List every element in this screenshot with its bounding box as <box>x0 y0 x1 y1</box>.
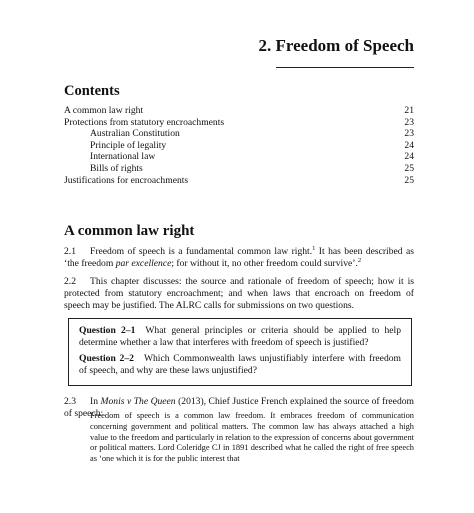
toc-entry-page: 24 <box>404 151 414 163</box>
toc-entry-label: Protections from statutory encroachments <box>64 116 225 128</box>
section-heading: A common law right <box>64 223 195 239</box>
toc-entry-page: 21 <box>404 105 414 116</box>
toc-entry-page: 25 <box>404 162 414 174</box>
toc-subentry[interactable] <box>64 128 414 140</box>
block-quote: Freedom of speech is a common law freedom. It embraces freedom of communication concerning government and political matters. The common law has always attached a high value to the freedom and particularly in relation to the expression of concerns about government or political matters. Lord Coleridge CJ in 1891 described what he called the right of free speech as ‘one which it is for the public interest that <box>90 411 414 464</box>
italic-phrase: par excellence <box>115 258 172 270</box>
toc-subentry[interactable] <box>64 163 414 175</box>
question-label: Question 2–1 <box>79 325 136 336</box>
chapter-title-rule <box>276 67 414 68</box>
toc-entry-page: 23 <box>404 128 414 140</box>
toc-entry-label: A common law right <box>64 105 144 116</box>
paragraph-text: ; for without it, no other freedom could survive’. <box>171 258 358 270</box>
toc-entry-page: 25 <box>404 174 414 186</box>
contents-heading: Contents <box>64 83 120 99</box>
footnote-ref[interactable]: 1 <box>312 244 316 252</box>
paragraph-2-1 <box>64 246 414 270</box>
toc-entry[interactable] <box>64 117 414 129</box>
question-2-2 <box>79 353 401 377</box>
toc-entry[interactable] <box>64 175 414 187</box>
paragraph-text: (2013), Chief Justice French explained the source of freedom of speech: <box>64 396 414 420</box>
question-text: Which Commonwealth laws unjustifiably interfere with freedom of speech, and why are these laws unjustified? <box>79 353 402 376</box>
toc-entry-label: Principle of legality <box>90 139 167 151</box>
paragraph-2-2 <box>64 276 414 313</box>
paragraph-text: It has been described as ‘the freedom <box>64 246 414 270</box>
paragraph-number: 2.3 <box>64 396 76 407</box>
toc-entry[interactable] <box>64 105 414 117</box>
question-label: Question 2–2 <box>79 353 134 364</box>
chapter-title: 2. Freedom of Speech <box>258 36 414 55</box>
toc-entry-label: Bills of rights <box>90 162 143 174</box>
toc-entry-page: 23 <box>404 116 414 128</box>
toc-entry-label: International law <box>90 151 156 163</box>
paragraph-number: 2.2 <box>64 276 76 287</box>
question-2-1 <box>79 325 401 349</box>
case-name: Monis v The Queen <box>100 396 176 407</box>
table-of-contents <box>64 105 414 186</box>
questions-box <box>68 318 412 386</box>
footnote-ref[interactable]: 2 <box>357 257 362 265</box>
toc-subentry[interactable] <box>64 140 414 152</box>
paragraph-text: Freedom of speech is a fundamental common law right. <box>90 246 313 257</box>
paragraph-text: In <box>90 396 101 407</box>
toc-subentry[interactable] <box>64 151 414 163</box>
paragraph-text: This chapter discusses: the source and rationale of freedom of speech; how it is protected from statutory encroachment; and when laws that encroach on freedom of speech may be justified. The ALRC calls for submissions on two questions. <box>64 276 414 312</box>
toc-entry-label: Australian Constitution <box>90 128 180 140</box>
toc-entry-page: 24 <box>404 139 414 151</box>
question-text: What general principles or criteria should be applied to help determine whether a law that interferes with freedom of speech is justified? <box>79 325 401 348</box>
paragraph-number: 2.1 <box>64 246 76 257</box>
toc-entry-label: Justifications for encroachments <box>64 174 189 186</box>
